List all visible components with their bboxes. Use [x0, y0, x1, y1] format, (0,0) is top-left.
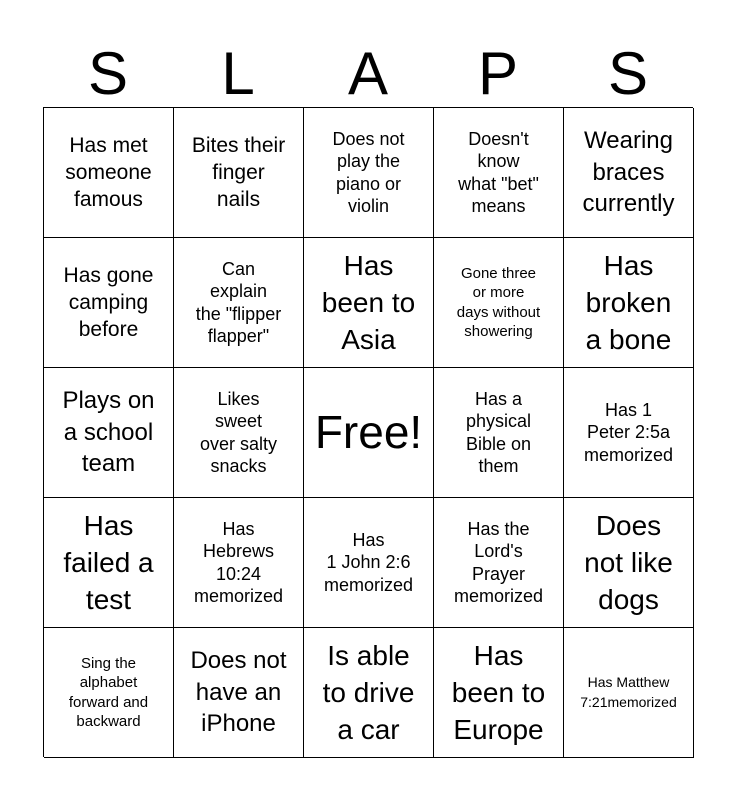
cell-text: Can explain the "flipper flapper"	[195, 258, 282, 346]
bingo-board	[43, 107, 693, 757]
bingo-cell[interactable]	[304, 628, 434, 758]
bingo-cell[interactable]	[434, 108, 564, 238]
cell-text: Sing the alphabet forward and backward	[68, 655, 149, 730]
cell-text: Has 1 John 2:6 memorized	[323, 529, 414, 595]
bingo-cell[interactable]	[174, 368, 304, 498]
title-letter: L	[221, 40, 255, 107]
bingo-cell[interactable]	[44, 108, 174, 238]
cell-text: Likes sweet over salty snacks	[199, 388, 278, 476]
bingo-cell[interactable]	[434, 238, 564, 368]
bingo-cell[interactable]	[174, 108, 304, 238]
cell-text: Bites their finger nails	[191, 133, 286, 212]
cell-text: Has a physical Bible on them	[465, 388, 532, 476]
cell-text: Does not like dogs	[584, 509, 673, 616]
cell-text: Has been to Asia	[321, 249, 416, 356]
cell-text: Wearing braces currently	[582, 126, 675, 218]
title-letter: A	[347, 40, 389, 107]
cell-text: Has Matthew 7:21memorized	[580, 673, 677, 710]
cell-text: Has 1 Peter 2:5a memorized	[583, 399, 674, 465]
cell-text: Has gone camping before	[63, 263, 154, 342]
bingo-cell[interactable]	[434, 628, 564, 758]
bingo-cell[interactable]	[564, 628, 694, 758]
cell-text: Does not play the piano or violin	[332, 128, 405, 216]
cell-text: Is able to drive a car	[322, 639, 415, 746]
bingo-cell[interactable]	[44, 628, 174, 758]
cell-text: Has broken a bone	[585, 249, 672, 356]
bingo-cell[interactable]	[564, 498, 694, 628]
bingo-cell[interactable]	[564, 238, 694, 368]
bingo-cell[interactable]	[304, 238, 434, 368]
bingo-cell[interactable]	[44, 238, 174, 368]
bingo-cell[interactable]	[174, 238, 304, 368]
bingo-cell[interactable]	[304, 108, 434, 238]
cell-text: Has the Lord's Prayer memorized	[453, 518, 544, 606]
cell-text: Has been to Europe	[451, 639, 546, 746]
cell-text: Plays on a school team	[62, 386, 155, 478]
cell-text: Has met someone famous	[65, 133, 152, 212]
title-letter: P	[477, 40, 519, 107]
bingo-cell[interactable]	[44, 368, 174, 498]
bingo-cell[interactable]	[564, 368, 694, 498]
title-letter: S	[607, 40, 649, 107]
bingo-cell[interactable]	[304, 498, 434, 628]
free-space[interactable]	[304, 368, 434, 498]
bingo-cell[interactable]	[434, 368, 564, 498]
cell-text: Has failed a test	[63, 509, 154, 616]
bingo-cell[interactable]	[434, 498, 564, 628]
cell-text: Has Hebrews 10:24 memorized	[193, 518, 284, 606]
cell-text: Gone three or more days without showering	[456, 265, 541, 340]
cell-text: Free!	[314, 405, 423, 458]
title-letter: S	[87, 40, 129, 107]
bingo-cell[interactable]	[44, 498, 174, 628]
bingo-cell[interactable]	[564, 108, 694, 238]
cell-text: Doesn't know what "bet" means	[458, 128, 539, 216]
bingo-cell[interactable]	[174, 498, 304, 628]
cell-text: Does not have an iPhone	[190, 646, 287, 738]
bingo-cell[interactable]	[174, 628, 304, 758]
bingo-title	[43, 40, 693, 108]
